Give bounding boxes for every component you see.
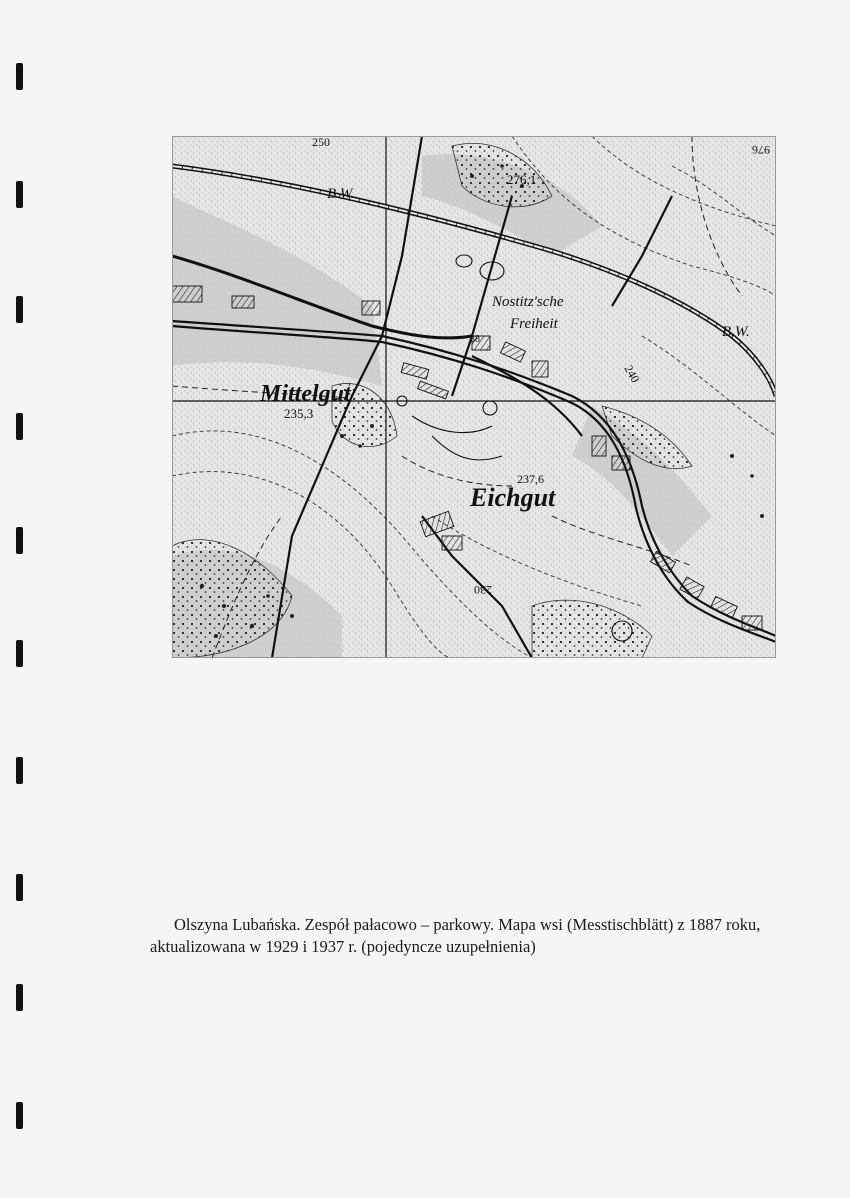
- caption-line-1: Olszyna Lubańska. Zespół pałacowo – parkowy. Mapa wsi (Messtischblätt) z 1887 roku,: [174, 915, 761, 934]
- map-caption: [150, 914, 830, 958]
- label-bw-top: B.W.: [327, 186, 355, 202]
- binder-hole-mark: [16, 181, 23, 208]
- binder-hole-mark: [16, 874, 23, 901]
- caption-line-2: aktualizowana w 1929 i 1937 r. (pojedyncze uzupełnienia): [150, 937, 536, 956]
- contour-label-230: 230: [474, 583, 492, 597]
- label-nostitzsche: Nostitz'sche: [492, 294, 564, 310]
- binder-hole-mark: [16, 640, 23, 667]
- binder-hole-mark: [16, 63, 23, 90]
- binder-hole-mark: [16, 757, 23, 784]
- binder-hole-mark: [16, 296, 23, 323]
- label-bw-right: B.W.: [722, 324, 750, 340]
- contour-label-250: 250: [312, 136, 330, 149]
- binder-hole-mark: [16, 984, 23, 1011]
- contour-label-240: 240: [621, 362, 643, 386]
- binder-hole-mark: [16, 527, 23, 554]
- label-eichgut: Eichgut: [470, 483, 556, 512]
- binder-hole-mark: [16, 1102, 23, 1129]
- spot-height-2376: 237,6: [517, 472, 544, 486]
- edge-label-976: 976: [752, 143, 770, 157]
- spot-height-2353: 235,3: [284, 406, 314, 421]
- label-freiheit: Freiheit: [510, 316, 558, 332]
- spot-height-2761: 276,1: [507, 172, 537, 187]
- historic-village-map: [172, 136, 776, 658]
- label-38: 38: [470, 334, 480, 345]
- binder-hole-mark: [16, 413, 23, 440]
- label-mittelgut: Mittelgut: [260, 381, 351, 407]
